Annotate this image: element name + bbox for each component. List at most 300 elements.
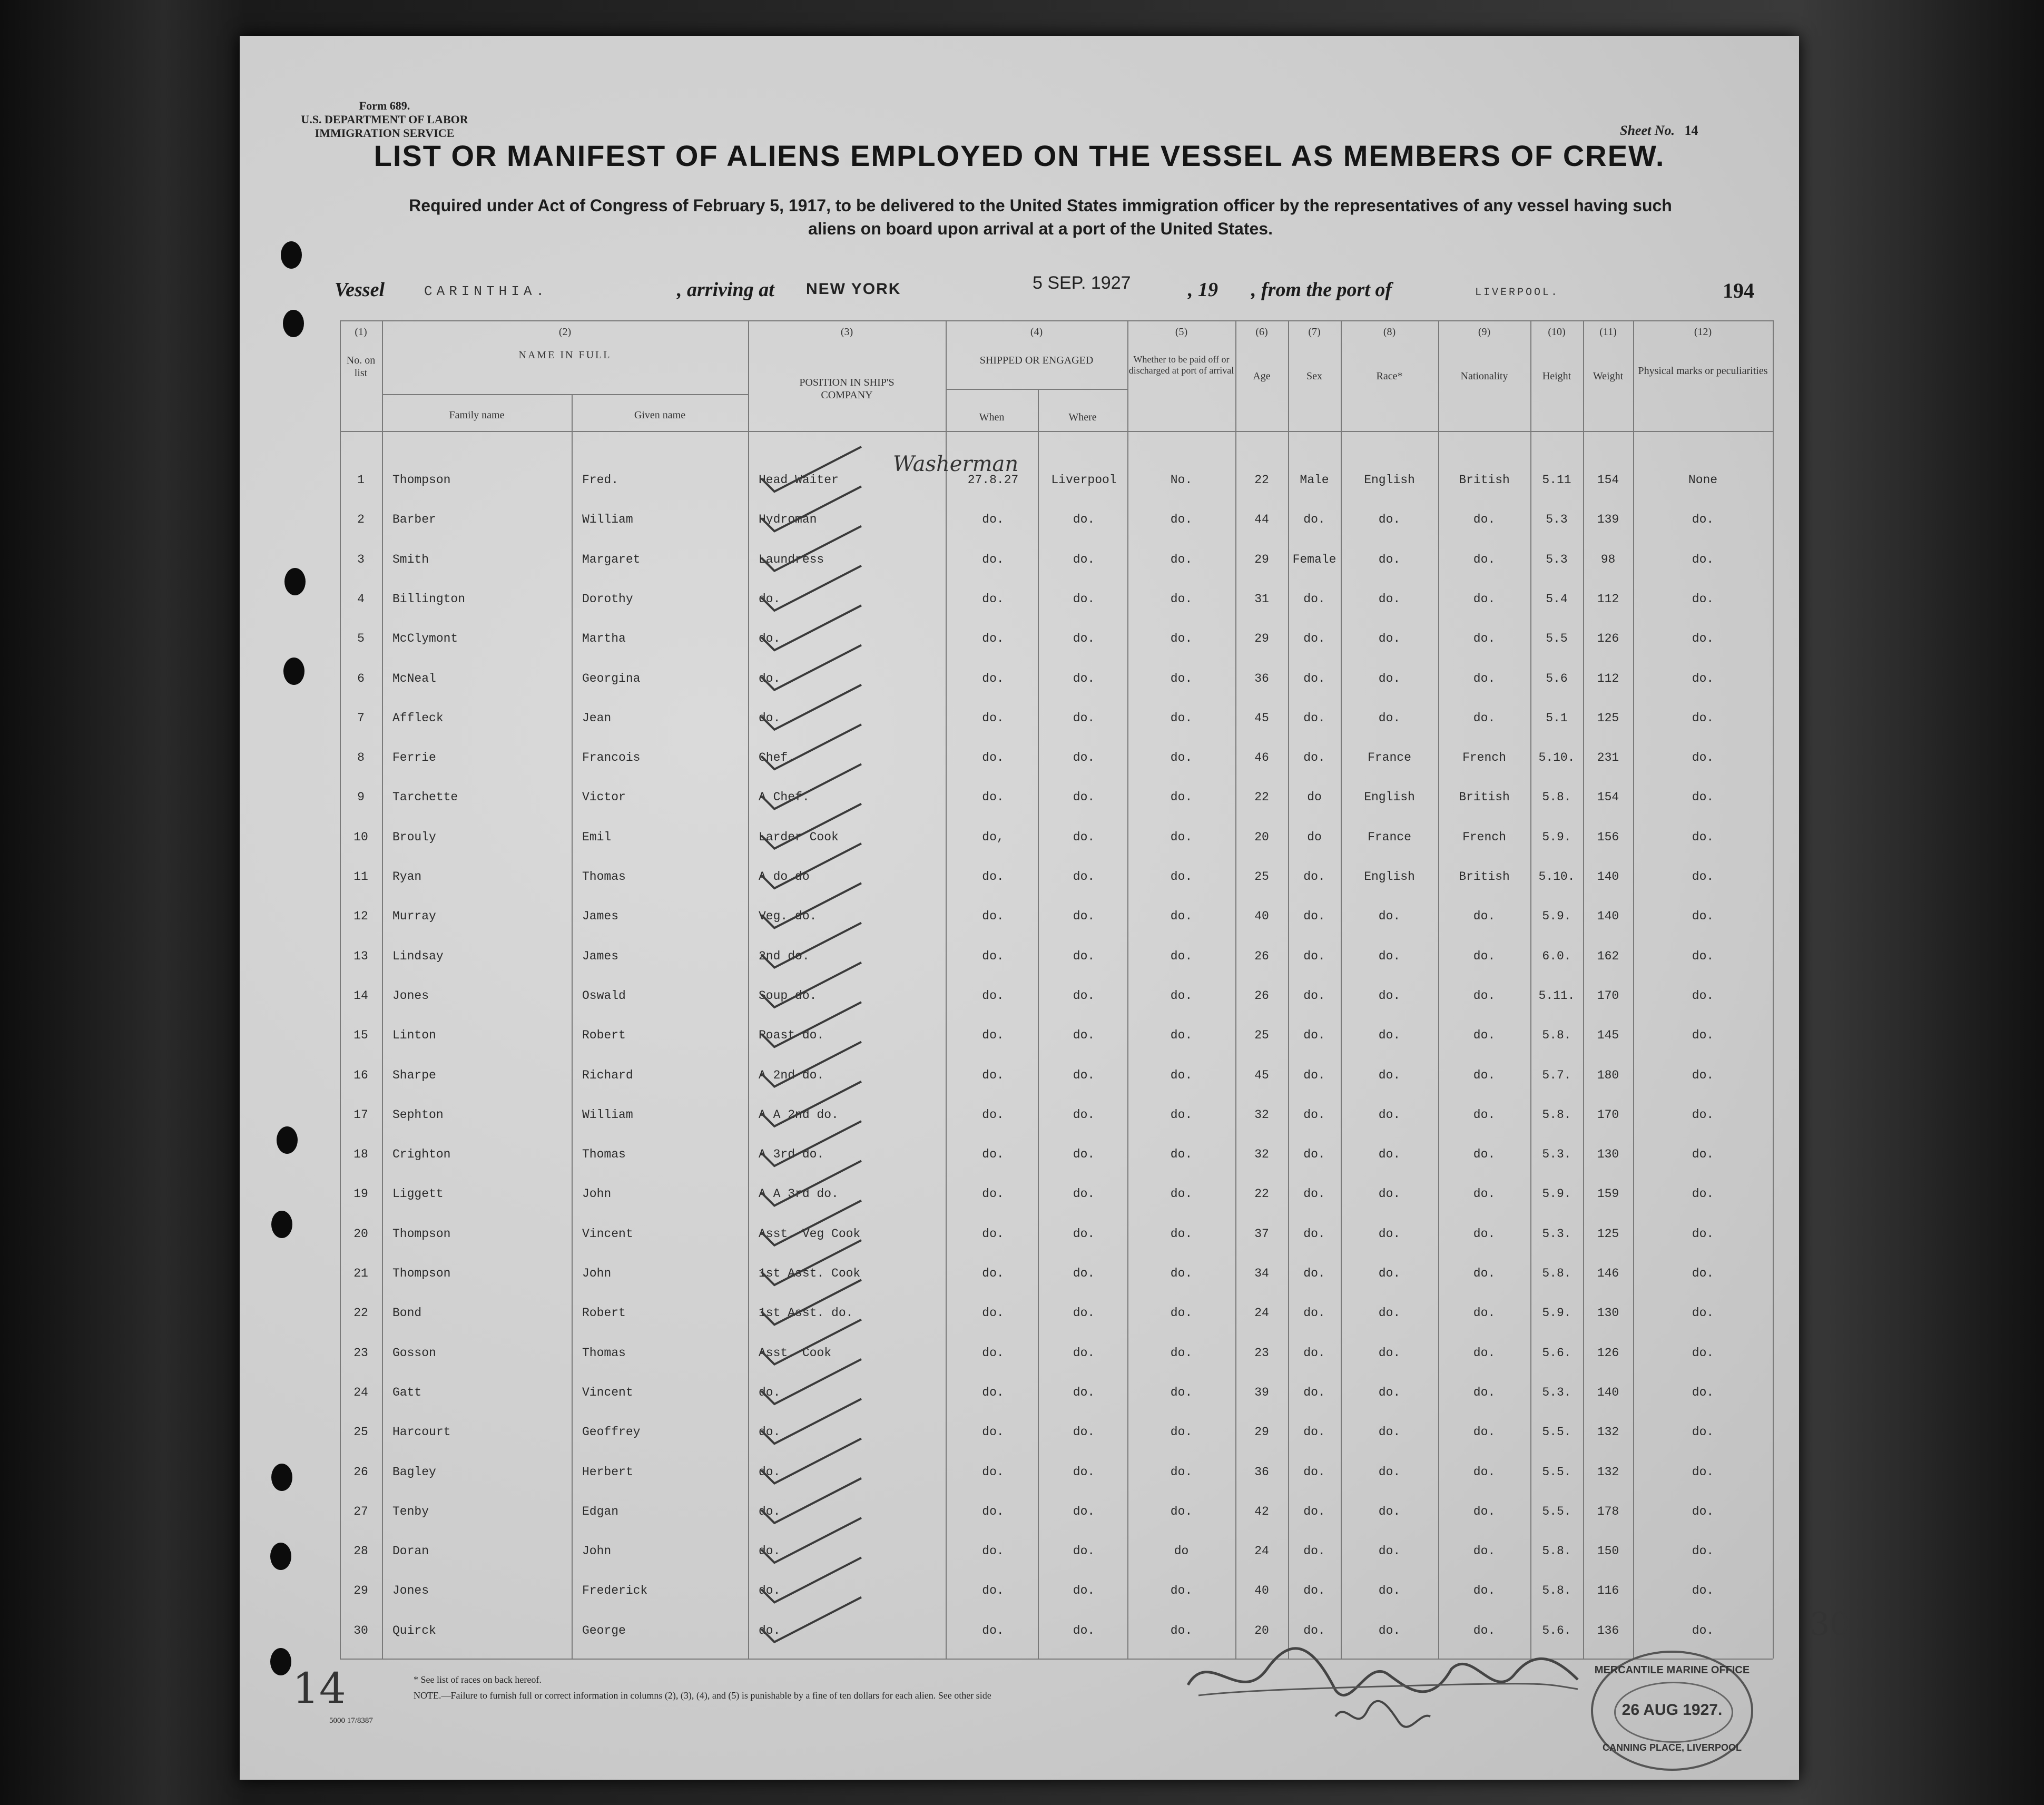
cell-given: Thomas [582,870,626,884]
cell-nat: do. [1473,552,1496,566]
cell-weight: 140 [1597,870,1619,884]
cell-marks: do. [1692,1068,1714,1082]
cell-nat: do. [1473,1107,1496,1122]
cell-weight: 139 [1597,513,1619,527]
cell-position: Chef. [759,751,795,765]
cell-weight: 154 [1597,790,1619,805]
year-label: , 19 [1188,279,1218,301]
cell-where: do. [1073,1425,1095,1439]
cell-when: do. [982,1465,1004,1479]
cell-position: do. [759,1504,781,1518]
cell-race: English [1364,473,1415,487]
cell-family: Brouly [392,830,436,844]
cell-paid: do. [1170,711,1193,725]
cell-height: 5.6. [1542,1623,1571,1637]
cell-race: France [1368,751,1411,765]
cell-height: 5.3. [1542,1385,1571,1399]
cell-family: Gatt [392,1385,422,1399]
punch-hole [271,1211,292,1238]
cell-paid: do. [1170,790,1193,805]
cell-position: 1st Asst. Cook [759,1267,861,1280]
cell-race: do. [1378,1584,1401,1598]
check-mark [761,1121,861,1166]
cell-family: Doran [392,1544,429,1558]
cell-position: do. [759,1465,781,1479]
cell-sex: do [1307,790,1322,805]
cell-age: 45 [1254,711,1269,725]
cell-where: do. [1073,1306,1095,1320]
cell-given: Emil [582,830,612,844]
cell-marks: do. [1692,870,1714,884]
cell-height: 5.10. [1538,870,1575,884]
cell-when: do. [982,1623,1004,1637]
cell-no: 12 [353,909,368,924]
cell-where: do. [1073,1107,1095,1122]
cell-no: 23 [353,1346,368,1360]
cell-position: do. [759,1584,781,1598]
col-2-given-header: Given name [634,409,686,421]
cell-position: do. [759,671,781,685]
cell-position: Head Waiter [759,473,839,487]
cell-given: Robert [582,1028,626,1043]
check-mark [761,1359,861,1404]
cell-marks: do. [1692,830,1714,844]
cell-given: Edgan [582,1504,619,1518]
cell-age: 23 [1254,1346,1269,1360]
cell-where: do. [1073,1465,1095,1479]
cell-age: 22 [1254,790,1269,805]
cell-sex: do. [1303,1028,1325,1043]
cell-race: do. [1378,632,1401,646]
cell-when: do. [982,1068,1004,1082]
cell-marks: do. [1692,552,1714,566]
cell-nat: do. [1473,671,1496,685]
cell-weight: 132 [1597,1465,1619,1479]
vessel-label: Vessel [335,279,385,301]
cell-nat: do. [1473,1068,1496,1082]
cell-age: 32 [1254,1107,1269,1122]
cell-marks: do. [1692,949,1714,963]
cell-given: Francois [582,751,641,765]
cell-sex: do. [1303,1227,1325,1241]
subtitle-line-2: aliens on board upon arrival at a port of the United States. [808,219,1273,238]
cell-when: do. [982,711,1004,725]
cell-no: 7 [357,711,365,725]
cell-paid: do. [1170,592,1193,606]
from-port-label: , from the port of [1251,279,1392,301]
cell-paid: do. [1170,1306,1193,1320]
cell-age: 29 [1254,552,1269,566]
cell-given: Dorothy [582,592,633,606]
check-mark [761,645,861,690]
cell-age: 42 [1254,1504,1269,1518]
cell-when: do. [982,1187,1004,1201]
cell-where: do. [1073,1346,1095,1360]
check-mark [761,605,861,650]
cell-nat: do. [1473,1227,1496,1241]
col-1-label: No. on list [346,355,376,379]
cell-where: do. [1073,830,1095,844]
cell-race: do. [1378,1425,1401,1439]
cell-family: Affleck [392,711,444,725]
cell-paid: do. [1170,1187,1193,1201]
cell-when: do. [982,1028,1004,1043]
check-mark [761,963,861,1007]
cell-where: do. [1073,1267,1095,1280]
col-4-when-header: When [979,411,1005,423]
cell-no: 26 [353,1465,368,1479]
column-divider [1773,320,1774,1659]
cell-marks: do. [1692,1425,1714,1439]
cell-height: 5.7. [1542,1068,1571,1082]
cell-given: Fred. [582,473,619,487]
col-4-label: SHIPPED OR ENGAGED [979,355,1094,366]
cell-given: Frederick [582,1584,648,1598]
cell-paid: do. [1170,1147,1193,1162]
cell-sex: do. [1303,1107,1325,1122]
manifest-sheet [240,36,1850,1780]
col-2-number: (2) [558,326,572,338]
cell-no: 10 [353,830,368,844]
cell-age: 37 [1254,1227,1269,1241]
cell-height: 5.8. [1542,1584,1571,1598]
cell-height: 5.5. [1542,1465,1571,1479]
col-10-number: (10) [1548,326,1566,338]
cell-position: 1st Asst. do. [759,1306,853,1320]
cell-weight: 112 [1597,671,1619,685]
cell-family: Billington [392,592,466,606]
cell-race: do. [1378,1544,1401,1558]
col-8-number: (8) [1383,326,1396,338]
cell-family: Thompson [392,1227,451,1241]
col-6-label: Age [1253,370,1271,382]
cell-given: Martha [582,632,626,646]
cell-sex: do. [1303,632,1325,646]
cell-marks: do. [1692,513,1714,527]
cell-no: 20 [353,1227,368,1241]
col-5-number: (5) [1175,326,1188,338]
cell-age: 39 [1254,1385,1269,1399]
cell-family: Lindsay [392,949,444,963]
cell-position: A 2nd do. [759,1068,824,1082]
cell-height: 5.10. [1538,751,1575,765]
cell-race: do. [1378,1068,1401,1082]
punch-hole [283,658,304,685]
cell-nat: do. [1473,1425,1496,1439]
cell-position: Hydroman [759,513,817,527]
cell-race: do. [1378,1267,1401,1280]
page-title: LIST OR MANIFEST OF ALIENS EMPLOYED ON THE VESSEL AS MEMBERS OF CREW. [374,139,1665,172]
cell-position: do. [759,592,781,606]
cell-position: do. [759,1425,781,1439]
cell-sex: do. [1303,1544,1325,1558]
cell-race: do. [1378,671,1401,685]
cell-weight: 159 [1597,1187,1619,1201]
cell-paid: do. [1170,513,1193,527]
cell-height: 5.6 [1546,671,1568,685]
cell-where: Liverpool [1051,473,1117,487]
cell-height: 5.9. [1542,1187,1571,1201]
cell-family: Thompson [392,1267,451,1280]
cell-given: Jean [582,711,612,725]
cell-given: Thomas [582,1346,626,1360]
check-mark [761,1240,861,1285]
check-mark [761,843,861,888]
cell-sex: do. [1303,949,1325,963]
cell-position: A do do [759,870,810,884]
cell-paid: No. [1170,473,1193,487]
cell-when: do. [982,632,1004,646]
cell-paid: do. [1170,988,1193,1003]
handwritten-position-note: Washerman [893,452,1019,476]
form-header-block [298,99,471,140]
cell-no: 2 [357,513,365,527]
col-8-label: Race* [1376,370,1403,382]
cell-no: 3 [357,552,365,566]
arrival-port: NEW YORK [806,280,901,298]
cell-age: 40 [1254,1584,1269,1598]
cell-sex: do. [1303,1623,1325,1637]
cell-when: do. [982,751,1004,765]
cell-paid: do [1174,1544,1189,1558]
cell-sex: do. [1303,870,1325,884]
cell-age: 40 [1254,909,1269,924]
cell-weight: 126 [1597,1346,1619,1360]
cell-no: 27 [353,1504,368,1518]
cell-given: Robert [582,1306,626,1320]
cell-given: William [582,513,633,527]
cell-age: 22 [1254,1187,1269,1201]
col-2-family-header: Family name [449,409,505,421]
cell-family: Ryan [392,870,422,884]
cell-when: do. [982,1267,1004,1280]
cell-family: Crighton [392,1147,451,1162]
cell-no: 16 [353,1068,368,1082]
cell-weight: 130 [1597,1147,1619,1162]
cell-height: 5.6. [1542,1346,1571,1360]
punch-hole [283,310,304,337]
cell-height: 5.8. [1542,1544,1571,1558]
cell-height: 5.3 [1546,513,1568,527]
cell-when: do. [982,1227,1004,1241]
cell-where: do. [1073,870,1095,884]
col-1-number: (1) [355,326,367,338]
cell-weight: 170 [1597,1107,1619,1122]
cell-race: do. [1378,988,1401,1003]
cell-nat: do. [1473,909,1496,924]
col-5-label: Whether to be paid off or discharged at port of arrival [1128,354,1234,376]
cell-when: do. [982,1346,1004,1360]
cell-height: 5.3 [1546,552,1568,566]
cell-nat: do. [1473,1028,1496,1043]
cell-age: 45 [1254,1068,1269,1082]
cell-family: McClymont [392,632,458,646]
cell-race: do. [1378,711,1401,725]
cell-where: do. [1073,909,1095,924]
cell-position: Larder Cook [759,830,839,844]
cell-position: Roast do. [759,1028,824,1043]
cell-where: do. [1073,1504,1095,1518]
cell-race: do. [1378,513,1401,527]
cell-no: 1 [357,473,365,487]
cell-weight: 126 [1597,632,1619,646]
cell-when: do, [982,830,1004,844]
cell-where: do. [1073,1584,1095,1598]
sheet-number-label: Sheet No. [1620,123,1675,138]
cell-nat: do. [1473,513,1496,527]
cell-family: Barber [392,513,436,527]
print-code: 5000 17/8387 [329,1716,373,1725]
cell-race: do. [1378,592,1401,606]
arrival-date-stamp: 5 SEP. 1927 [1033,273,1131,293]
cell-height: 5.9. [1542,909,1571,924]
cell-family: Thompson [392,473,451,487]
cell-marks: do. [1692,1028,1714,1043]
stamp-office-name: MERCANTILE MARINE OFFICE [1594,1664,1750,1676]
cell-paid: do. [1170,949,1193,963]
cell-nat: do. [1473,1346,1496,1360]
cell-marks: None [1688,473,1718,487]
cell-position: Asst. Cook [759,1346,832,1360]
cell-no: 6 [357,671,365,685]
cell-height: 5.8. [1542,1028,1571,1043]
cell-age: 29 [1254,632,1269,646]
cell-marks: do. [1692,632,1714,646]
cell-no: 19 [353,1187,368,1201]
cell-no: 13 [353,949,368,963]
cell-when: do. [982,1306,1004,1320]
cell-when: do. [982,870,1004,884]
check-mark [761,1161,861,1205]
cell-where: do. [1073,1623,1095,1637]
cell-marks: do. [1692,1385,1714,1399]
cell-nat: French [1462,830,1506,844]
cell-height: 5.8. [1542,790,1571,805]
cell-sex: do. [1303,1306,1325,1320]
cell-weight: 180 [1597,1068,1619,1082]
cell-where: do. [1073,552,1095,566]
cell-paid: do. [1170,1107,1193,1122]
punch-hole [271,1464,292,1491]
cell-age: 24 [1254,1306,1269,1320]
cell-nat: do. [1473,1465,1496,1479]
cell-where: do. [1073,988,1095,1003]
departure-port: LIVERPOOL. [1475,287,1560,299]
cell-marks: do. [1692,671,1714,685]
cell-no: 4 [357,592,365,606]
cell-race: do. [1378,1107,1401,1122]
cell-height: 5.5. [1542,1425,1571,1439]
cell-nat: British [1459,473,1510,487]
cell-no: 21 [353,1267,368,1280]
cell-weight: 146 [1597,1267,1619,1280]
col-11-label: Weight [1593,370,1624,382]
cell-weight: 145 [1597,1028,1619,1043]
punch-hole [284,568,306,595]
cell-sex: do. [1303,1465,1325,1479]
cell-sex: do. [1303,1267,1325,1280]
cell-given: Richard [582,1068,633,1082]
cell-race: do. [1378,1465,1401,1479]
cell-paid: do. [1170,830,1193,844]
cell-sex: do. [1303,1385,1325,1399]
cell-nat: do. [1473,711,1496,725]
cell-no: 30 [353,1623,368,1637]
cell-marks: do. [1692,1187,1714,1201]
cell-paid: do. [1170,1504,1193,1518]
cell-height: 5.1 [1546,711,1568,725]
cell-family: Sharpe [392,1068,436,1082]
cell-position: Veg. do. [759,909,817,924]
cell-nat: do. [1473,1584,1496,1598]
cell-when: do. [982,671,1004,685]
col-12-number: (12) [1694,326,1712,338]
cell-weight: 156 [1597,830,1619,844]
cell-position: do. [759,1385,781,1399]
cell-no: 11 [353,870,368,884]
cell-position: Asst. Veg Cook [759,1227,861,1241]
handwritten-check-marks [340,320,1773,1659]
cell-nat: do. [1473,632,1496,646]
cell-nat: do. [1473,1623,1496,1637]
cell-sex: Male [1300,473,1329,487]
cell-nat: do. [1473,592,1496,606]
cell-nat: do. [1473,1504,1496,1518]
check-mark [761,923,861,968]
cell-given: Vincent [582,1227,633,1241]
cell-family: Jones [392,988,429,1003]
cell-weight: 178 [1597,1504,1619,1518]
cell-paid: do. [1170,1028,1193,1043]
cell-given: Oswald [582,988,626,1003]
cell-family: McNeal [392,671,436,685]
cell-nat: do. [1473,1187,1496,1201]
cell-when: do. [982,949,1004,963]
cell-family: Bond [392,1306,422,1320]
cell-where: do. [1073,1544,1095,1558]
cell-race: do. [1378,1623,1401,1637]
col-2-label: NAME IN FULL [518,349,612,361]
cell-position: do. [759,711,781,725]
cell-race: France [1368,830,1411,844]
cell-when: do. [982,790,1004,805]
cell-weight: 231 [1597,751,1619,765]
cell-no: 8 [357,751,365,765]
cell-family: Ferrie [392,751,436,765]
cell-age: 46 [1254,751,1269,765]
cell-no: 22 [353,1306,368,1320]
cell-paid: do. [1170,1465,1193,1479]
cell-nat: British [1459,870,1510,884]
cell-age: 44 [1254,513,1269,527]
cell-height: 5.3. [1542,1227,1571,1241]
service-name: IMMIGRATION SERVICE [315,126,455,140]
cell-no: 29 [353,1584,368,1598]
cell-age: 20 [1254,1623,1269,1637]
cell-given: Herbert [582,1465,633,1479]
cell-paid: do. [1170,870,1193,884]
cell-age: 32 [1254,1147,1269,1162]
cell-position: 2nd do. [759,949,810,963]
cell-when: 27.8.27 [967,473,1019,487]
cell-nat: British [1459,790,1510,805]
cell-given: Victor [582,790,626,805]
cell-no: 17 [353,1107,368,1122]
check-mark [761,1399,861,1444]
cell-where: do. [1073,1227,1095,1241]
cell-age: 24 [1254,1544,1269,1558]
cell-given: Geoffrey [582,1425,641,1439]
